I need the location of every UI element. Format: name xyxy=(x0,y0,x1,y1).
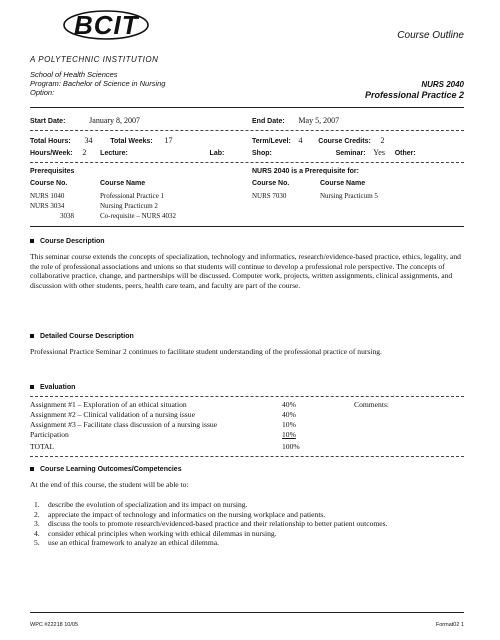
list-item xyxy=(34,519,468,529)
prereq-heading: Prerequisites xyxy=(30,168,75,175)
eval-row-2: Assignment #2 – Clinical validation of a nursing issue xyxy=(30,410,195,419)
eval-row-3: Assignment #3 – Facilitate class discussion of a nursing issue xyxy=(30,420,218,429)
total-hours-label: Total Hours: xyxy=(30,138,71,145)
evaluation-heading xyxy=(30,384,75,391)
section-bullet-icon xyxy=(30,239,34,243)
seminar-label: Seminar: xyxy=(335,150,366,157)
program-name: Program: Bachelor of Science in Nursing xyxy=(30,79,166,88)
eval-pct-4: 10% xyxy=(282,430,296,439)
prereq-rule xyxy=(30,226,464,227)
hours-week-label: Hours/Week: xyxy=(30,150,73,157)
detailed-description-text: Professional Practice Seminar 2 continues to facilitate student understanding of the professional practice of nursing. xyxy=(30,347,382,356)
prereq-for-row-1-name: Nursing Practicum 5 xyxy=(320,192,378,200)
list-item-number: 4. xyxy=(34,528,40,538)
evaluation-bottom-rule xyxy=(30,456,464,457)
eval-pct-2: 40% xyxy=(282,410,296,419)
course-description-text: This seminar course extends the concepts of specialization, technology and informatics, research/evidence-based practice, ethics, legality, and the role of professional associations and unions so that students will continue to develop a professional role perspective. The concepts of collaborative practice, change, and partnerships will be discussed. Computer work, projects, written assignments, clinical assignments, and discussion with other students, peers, health care team, and faculty are part of the course. xyxy=(30,252,461,290)
logo-text: BCIT xyxy=(74,10,139,40)
school-name: School of Health Sciences xyxy=(30,70,118,79)
outcomes-list xyxy=(34,500,468,548)
list-item-text: consider ethical principles when working with ethical dilemmas in nursing. xyxy=(48,528,277,538)
eval-total-label: TOTAL xyxy=(30,442,55,451)
outcomes-heading xyxy=(30,466,182,473)
prereq-for-row-1-no: NURS 7030 xyxy=(252,192,287,200)
list-item-text: describe the evolution of specialization and its impact on nursing. xyxy=(48,500,248,509)
hours-rule xyxy=(30,162,464,163)
list-item xyxy=(34,510,468,520)
list-item-number: 2. xyxy=(34,509,40,519)
section-bullet-icon xyxy=(30,334,34,338)
course-id-block xyxy=(365,80,464,100)
prereq-col-no: Course No. xyxy=(30,180,68,187)
shop-label: Shop: xyxy=(252,150,272,157)
credits-value: 2 xyxy=(380,136,385,145)
term-value: 4 xyxy=(298,136,303,145)
section-bullet-icon xyxy=(30,385,34,389)
list-item xyxy=(34,529,468,539)
eval-total-pct: 100% xyxy=(282,442,300,451)
list-item-text: appreciate the impact of technology and informatics on the nursing workplace and patients. xyxy=(48,509,326,519)
total-weeks-value: 17 xyxy=(164,136,173,145)
prereq-row-1-no: NURS 1040 xyxy=(30,192,65,200)
start-date-row xyxy=(30,116,140,125)
eval-pct-3: 10% xyxy=(282,420,296,429)
start-date-value: January 8, 2007 xyxy=(89,116,141,125)
footer-rule xyxy=(30,612,464,613)
list-item-number: 5. xyxy=(34,538,40,548)
start-date-label: Start Date: xyxy=(30,118,66,125)
seminar-value: Yes xyxy=(373,148,385,157)
hours-week-row xyxy=(30,148,224,157)
prereq-for-col-name: Course Name xyxy=(320,180,366,187)
list-item xyxy=(34,500,468,510)
header-rule xyxy=(30,107,464,108)
detailed-description-heading xyxy=(30,333,134,340)
option-label: Option: xyxy=(30,88,55,97)
dates-rule xyxy=(30,130,464,131)
other-label: Other: xyxy=(394,150,416,157)
school-block xyxy=(30,70,165,97)
shop-row xyxy=(252,148,416,157)
hours-week-value: 2 xyxy=(82,148,87,157)
course-description-title: Course Description xyxy=(40,238,105,245)
course-code: NURS 2040 xyxy=(421,80,464,89)
evaluation-title: Evaluation xyxy=(40,384,76,391)
list-item-number: 3. xyxy=(34,519,40,529)
total-hours-row xyxy=(30,136,172,145)
section-bullet-icon xyxy=(30,467,34,471)
prereq-for-col-no: Course No. xyxy=(252,180,290,187)
footer-left: WPC #22218 10/05 xyxy=(30,622,79,628)
outcomes-title: Course Learning Outcomes/Competencies xyxy=(40,466,182,473)
prereq-for-heading: NURS 2040 is a Prerequisite for: xyxy=(252,168,359,175)
end-date-label: End Date: xyxy=(252,118,285,125)
prereq-row-3-no: 3038 xyxy=(60,212,74,220)
eval-row-1: Assignment #1 – Exploration of an ethical situation xyxy=(30,400,187,409)
detailed-description-title: Detailed Course Description xyxy=(40,333,134,340)
total-weeks-label: Total Weeks: xyxy=(110,138,153,145)
total-hours-value: 34 xyxy=(84,136,93,145)
list-item xyxy=(34,538,468,548)
prereq-row-2-name: Nursing Practicum 2 xyxy=(100,202,158,210)
prereq-row-1-name: Professional Practice 1 xyxy=(100,192,165,200)
doc-type: Course Outline xyxy=(397,30,464,41)
end-date-row xyxy=(252,116,339,125)
lab-label: Lab: xyxy=(209,150,225,157)
list-item-text: use an ethical framework to analyze an ethical dilemma. xyxy=(48,538,219,548)
eval-pct-1: 40% xyxy=(282,400,296,409)
term-row xyxy=(252,136,385,145)
evaluation-rule xyxy=(30,396,464,397)
credits-label: Course Credits: xyxy=(318,138,371,145)
course-title: Professional Practice 2 xyxy=(364,90,464,100)
footer-right: Format02 1 xyxy=(435,622,464,628)
prereq-col-name: Course Name xyxy=(100,180,146,187)
eval-row-4: Participation xyxy=(30,430,69,439)
lecture-label: Lecture: xyxy=(100,150,128,157)
end-date-value: May 5, 2007 xyxy=(298,116,340,125)
prereq-row-2-no: NURS 3034 xyxy=(30,202,65,210)
eval-comments-label: Comments: xyxy=(354,400,390,409)
list-item-text: discuss the tools to promote research/evidenced-based practice and their relationship to better patient outcomes. xyxy=(48,519,388,529)
prereq-row-3-name: Co-requisite – NURS 4032 xyxy=(100,212,177,220)
list-item-number: 1. xyxy=(34,500,40,509)
tagline: A POLYTECHNIC INSTITUTION xyxy=(30,55,159,64)
outcomes-intro: At the end of this course, the student will be able to: xyxy=(30,480,189,489)
course-description-heading xyxy=(30,238,105,245)
term-label: Term/Level: xyxy=(252,138,291,145)
